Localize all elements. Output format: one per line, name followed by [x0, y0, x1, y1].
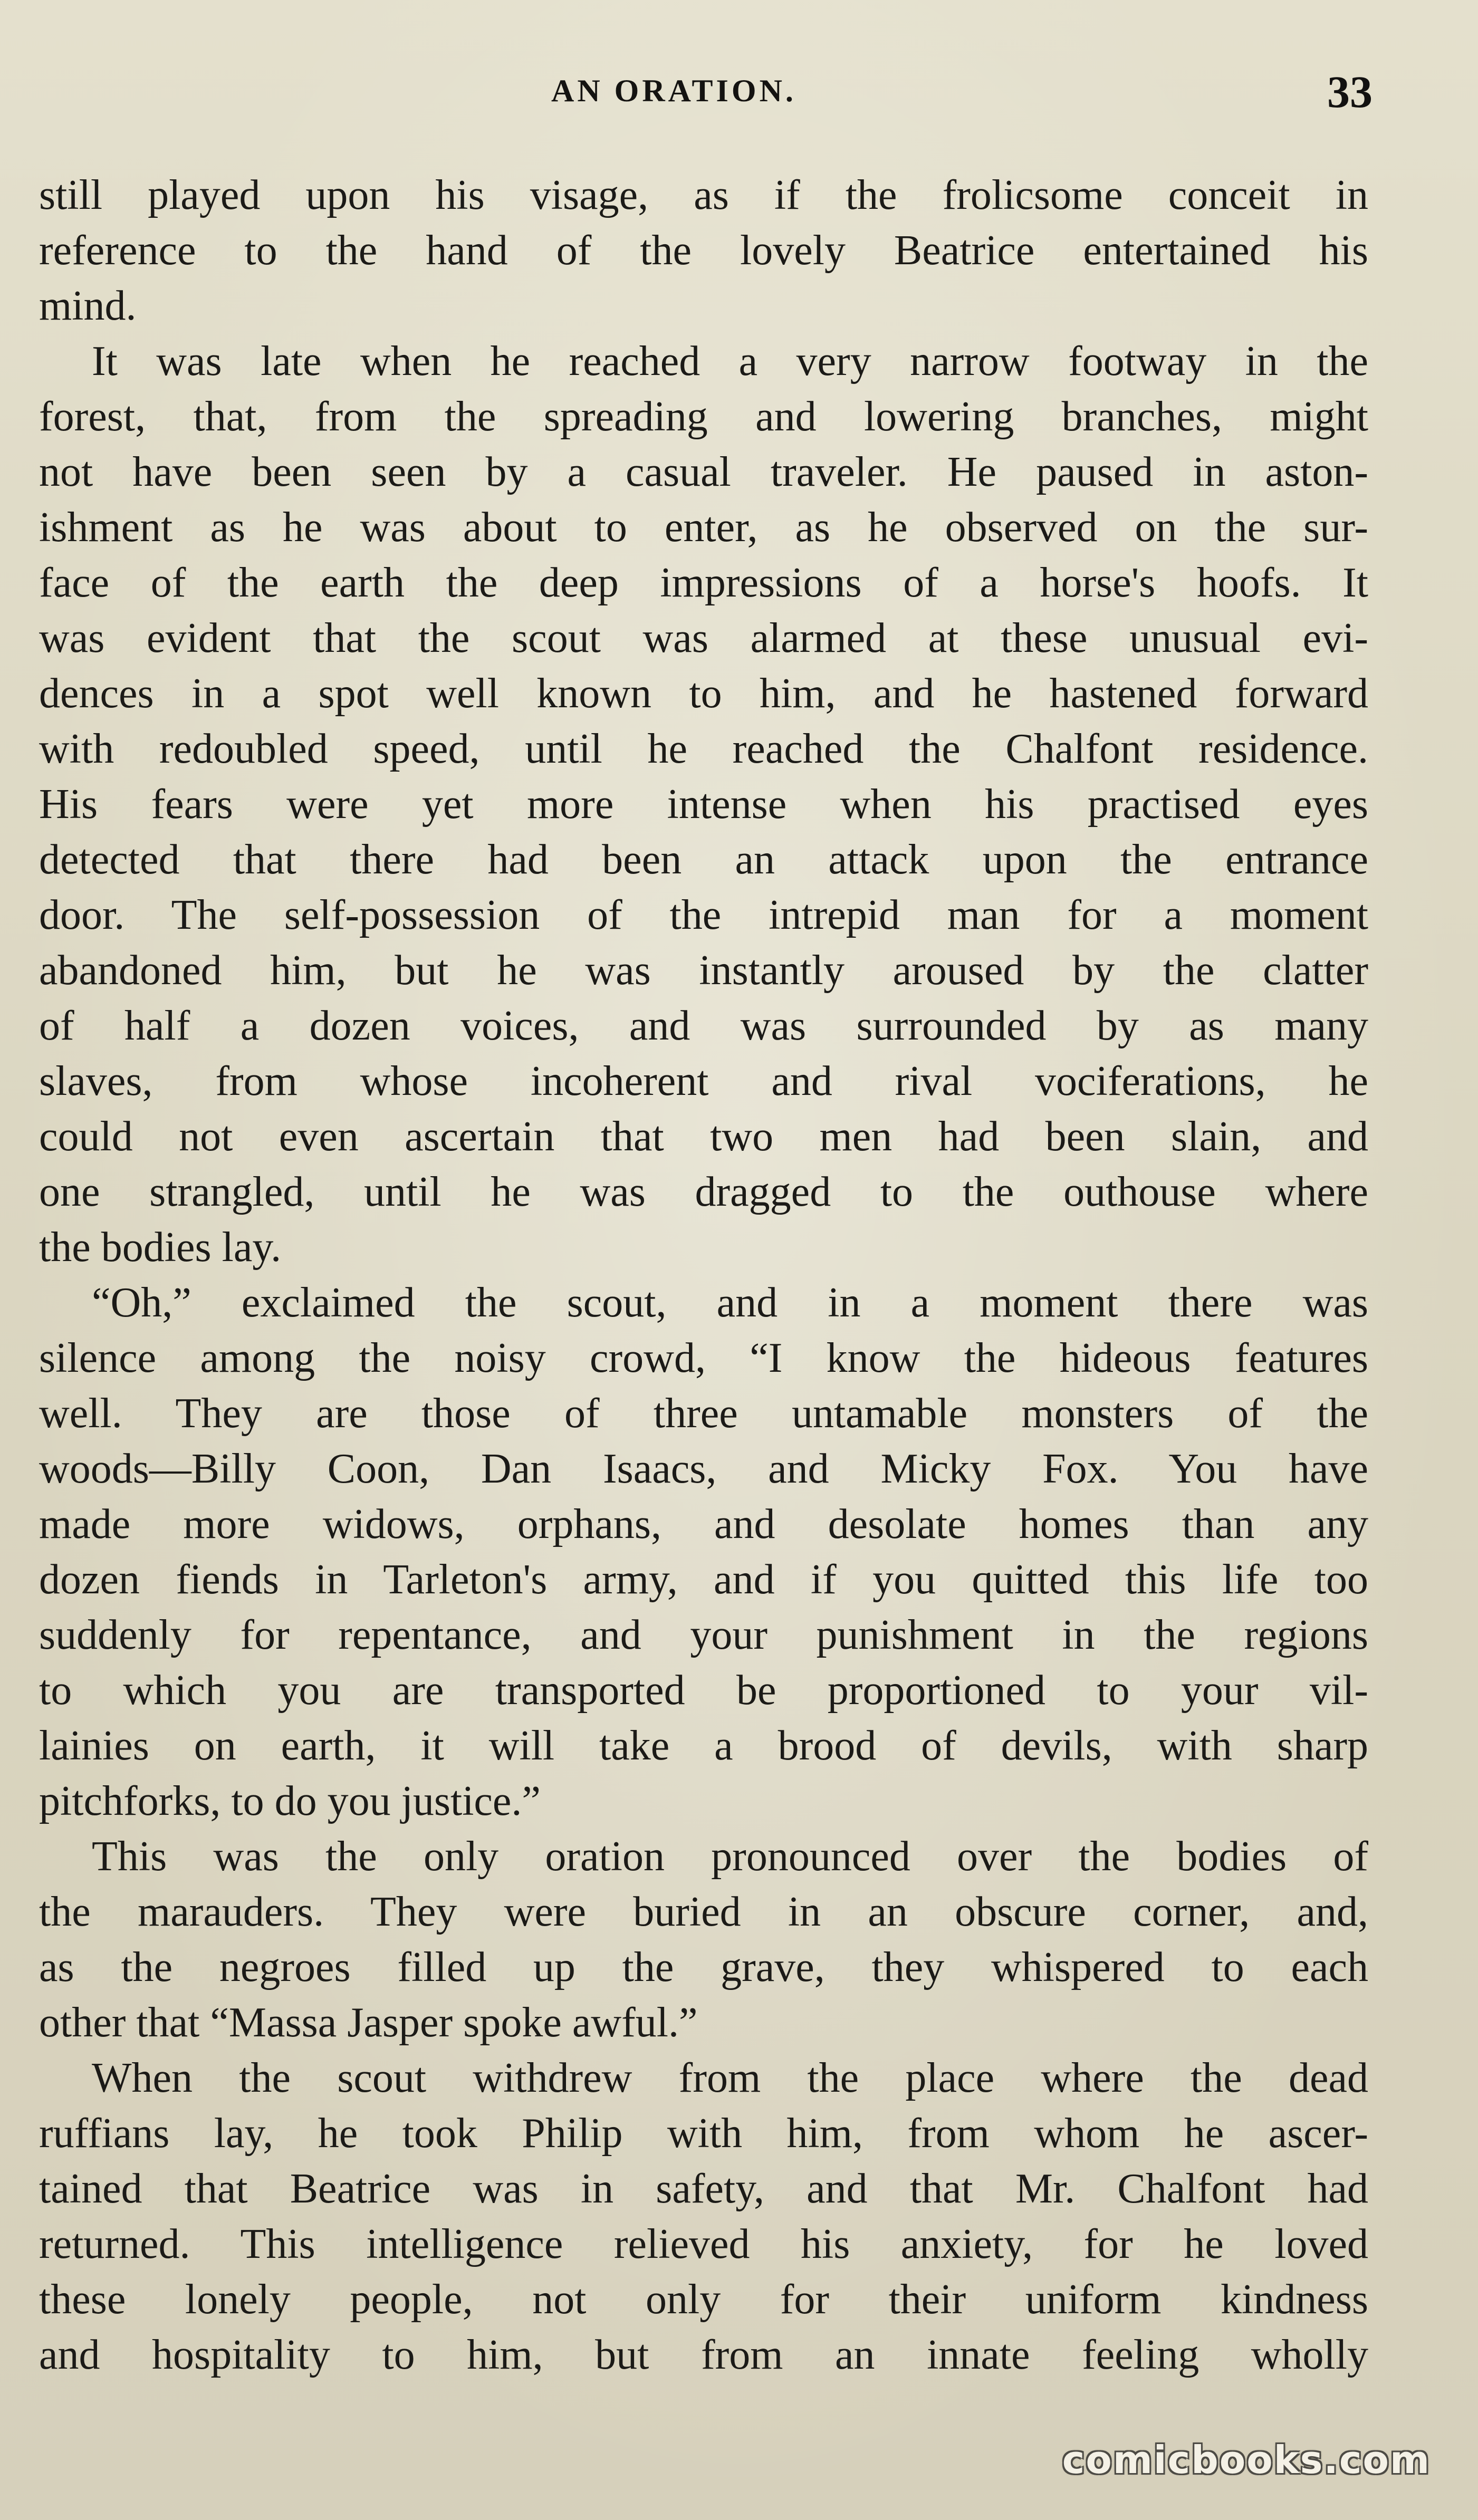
text-line: well. They are those of three untamable monsters of the [39, 1390, 1368, 1437]
text-line: other that “Massa Jasper spoke awful.” [39, 1999, 698, 2046]
text-line: returned. This intelligence relieved his anxiety, for he loved [39, 2221, 1368, 2267]
text-line: and hospitality to him, but from an innate feeling wholly [39, 2332, 1368, 2378]
running-title: AN ORATION. [551, 73, 796, 108]
text-line: ishment as he was about to enter, as he observed on the sur- [39, 504, 1368, 551]
text-line: “Oh,” exclaimed the scout, and in a moment there was [92, 1280, 1368, 1326]
text-line: to which you are transported be proportioned to your vil- [39, 1667, 1368, 1714]
text-line: of half a dozen voices, and was surrounded by as many [39, 1003, 1368, 1049]
text-line: made more widows, orphans, and desolate homes than any [39, 1501, 1368, 1547]
text-line: ruffians lay, he took Philip with him, from whom he ascer- [39, 2110, 1368, 2157]
body-text [39, 168, 1368, 2383]
page-number: 33 [1327, 66, 1373, 117]
text-line: these lonely people, not only for their uniform kindness [39, 2276, 1368, 2323]
text-line: It was late when he reached a very narrow footway in the [92, 338, 1368, 384]
text-line: reference to the hand of the lovely Beatrice entertained his [39, 227, 1368, 274]
text-line: the marauders. They were buried in an obscure corner, and, [39, 1889, 1368, 1935]
text-line: abandoned him, but he was instantly aroused by the clatter [39, 947, 1368, 994]
text-line: mind. [39, 283, 137, 329]
text-line: His fears were yet more intense when his practised eyes [39, 781, 1368, 828]
text-line: tained that Beatrice was in safety, and that Mr. Chalfont had [39, 2166, 1368, 2212]
text-line: one strangled, until he was dragged to the outhouse where [39, 1169, 1368, 1215]
text-line: still played upon his visage, as if the frolicsome conceit in [39, 172, 1368, 218]
text-line: pitchforks, to do you justice.” [39, 1778, 541, 1824]
text-line: suddenly for repentance, and your punishment in the regions [39, 1612, 1368, 1658]
text-line: silence among the noisy crowd, “I know the hideous features [39, 1335, 1368, 1381]
text-line: When the scout withdrew from the place where the dead [92, 2055, 1368, 2101]
text-line: This was the only oration pronounced over the bodies of [92, 1833, 1368, 1880]
text-line: lainies on earth, it will take a brood of devils, with sharp [39, 1723, 1368, 1769]
text-line: dozen fiends in Tarleton's army, and if you quitted this life too [39, 1556, 1368, 1603]
text-line: door. The self-possession of the intrepid man for a moment [39, 892, 1368, 938]
text-line: face of the earth the deep impressions of a horse's hoofs. It [39, 560, 1368, 606]
running-header [0, 66, 1478, 117]
text-line: with redoubled speed, until he reached the Chalfont residence. [39, 726, 1368, 772]
watermark: comicbooks.com [1062, 2438, 1431, 2482]
text-line: as the negroes filled up the grave, they whispered to each [39, 1944, 1368, 1990]
text-line: the bodies lay. [39, 1224, 282, 1271]
text-line: detected that there had been an attack upon the entrance [39, 836, 1368, 883]
text-line: woods—Billy Coon, Dan Isaacs, and Micky Fox. You have [39, 1446, 1368, 1492]
text-line: slaves, from whose incoherent and rival vociferations, he [39, 1058, 1368, 1104]
text-line: could not even ascertain that two men had been slain, and [39, 1113, 1368, 1160]
text-line: dences in a spot well known to him, and he hastened forward [39, 670, 1368, 717]
text-line: was evident that the scout was alarmed at these unusual evi- [39, 615, 1368, 661]
text-line: forest, that, from the spreading and lowering branches, might [39, 393, 1368, 440]
text-line: not have been seen by a casual traveler. He paused in aston- [39, 449, 1368, 495]
